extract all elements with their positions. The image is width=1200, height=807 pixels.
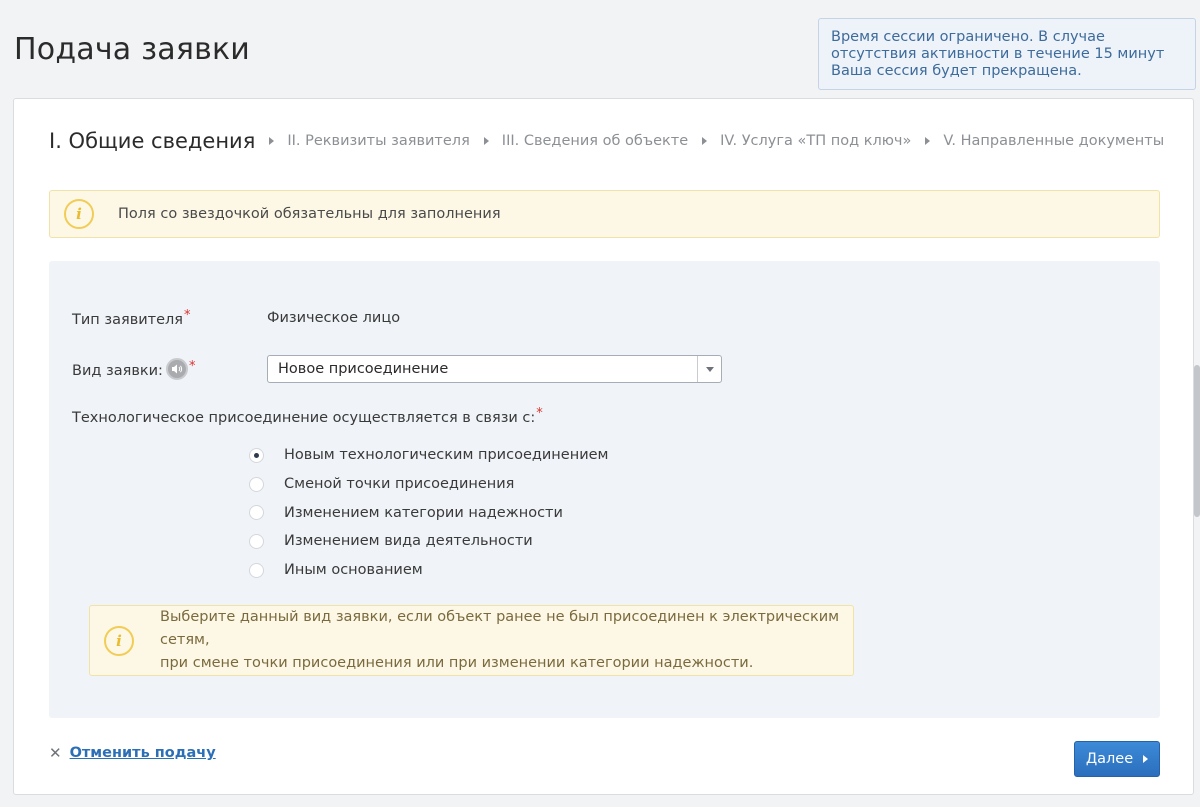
application-form-card [13,98,1194,795]
radio-activity-type-change[interactable] [249,527,608,556]
applicant-type-value: Физическое лицо [267,310,401,326]
request-kind-select[interactable] [267,355,722,383]
arrow-right-icon [1143,755,1148,763]
connection-reason-label-text: Технологическое присоединение осуществляется в связи с: [72,410,536,426]
step-navigation [49,129,1164,153]
radio-new-connection[interactable] [249,441,608,470]
step-separator-arrow-icon [925,137,930,145]
required-asterisk: * [188,359,196,374]
page-title: Подача заявки [14,32,250,67]
required-asterisk: * [536,406,543,421]
required-asterisk: * [184,308,191,323]
step-sent-documents[interactable]: V. Направленные документы [943,133,1165,149]
step-separator-arrow-icon [702,137,707,145]
applicant-type-label [72,308,191,328]
request-kind-label [72,360,195,382]
radio-connection-point-change[interactable] [249,470,608,499]
radio-button[interactable] [249,505,264,520]
radio-button[interactable] [249,563,264,578]
close-icon[interactable]: ✕ [49,744,62,762]
radio-label[interactable]: Изменением вида деятельности [284,533,533,550]
radio-button[interactable] [249,477,264,492]
radio-label[interactable]: Изменением категории надежности [284,504,563,521]
connection-reason-radio-group [249,441,608,584]
next-button-label: Далее [1085,751,1134,767]
request-kind-hint [89,605,854,676]
session-timeout-notice: Время сессии ограничено. В случае отсутствия активности в течение 15 минут Ваша сессия будет прекращена. [818,18,1196,90]
radio-button[interactable] [249,448,264,463]
radio-label[interactable]: Иным основанием [284,562,423,579]
required-fields-banner [49,190,1160,238]
required-fields-text: Поля со звездочкой обязательны для заполнения [118,206,501,222]
hint-text-line: Выберите данный вид заявки, если объект ранее не был присоединен к электрическим сетям, [160,609,840,648]
step-applicant-details[interactable]: II. Реквизиты заявителя [287,133,470,149]
radio-other-reason[interactable] [249,556,608,585]
next-button[interactable] [1074,741,1160,777]
info-icon: i [104,626,134,656]
applicant-type-label-text: Тип заявителя [72,312,184,328]
speaker-icon[interactable] [166,358,188,380]
form-panel [49,261,1160,718]
cancel-submission-link[interactable]: Отменить подачу [69,745,216,761]
hint-text [160,606,853,675]
cancel-submission[interactable] [49,744,216,762]
chevron-down-icon[interactable] [697,356,721,382]
step-separator-arrow-icon [269,137,274,145]
connection-reason-label [72,406,543,426]
step-general-info[interactable]: I. Общие сведения [49,129,256,153]
step-turnkey-service[interactable]: IV. Услуга «ТП под ключ» [720,133,912,149]
page-scrollbar[interactable] [1194,365,1200,517]
step-separator-arrow-icon [484,137,489,145]
radio-label[interactable]: Новым технологическим присоединением [284,447,609,464]
hint-text-line: при смене точки присоединения или при изменении категории надежности. [160,655,754,671]
request-kind-selected-value: Новое присоединение [278,361,449,377]
radio-reliability-category-change[interactable] [249,498,608,527]
request-kind-label-text: Вид заявки: [72,363,163,379]
radio-button[interactable] [249,534,264,549]
step-object-info[interactable]: III. Сведения об объекте [501,133,689,149]
radio-label[interactable]: Сменой точки присоединения [284,476,515,493]
info-icon: i [64,199,94,229]
